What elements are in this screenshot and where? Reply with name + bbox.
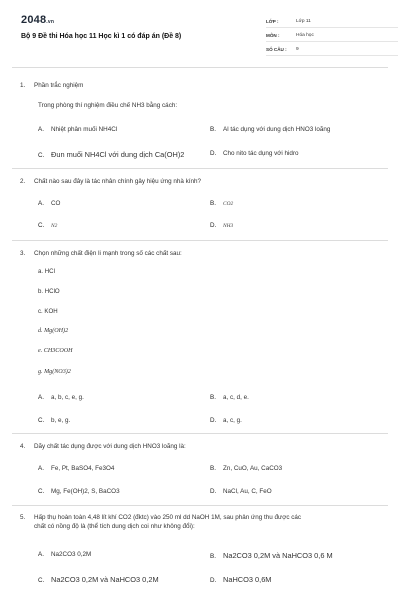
meta-row-count: SỐ CÂU : 9 (266, 42, 398, 56)
question-5: 5. Hấp thụ hoàn toàn 4,48 lít khí CO2 (đktc) vào 250 ml dd NaOH 1M, sau phản ứng thu được các chất có nồng độ là (thể tích dung dịch coi như không đổi): (20, 514, 380, 531)
q2-option-b[interactable]: B. CO2 (210, 200, 234, 207)
divider (12, 433, 388, 434)
question-text: Dãy chất tác dụng được với dung dịch HNO3 loãng là: (34, 443, 186, 450)
question-1 (20, 82, 380, 91)
q5-option-c[interactable]: C. Na2CO3 0,2M và NaHCO3 0,2M (38, 575, 159, 584)
q4-option-d[interactable]: D. NaCl, Au, C, FeO (210, 488, 272, 495)
q5-option-d[interactable]: D. NaHCO3 0,6M (210, 575, 272, 584)
divider (12, 505, 388, 506)
q4-option-b[interactable]: B. Zn, CuO, Au, CaCO3 (210, 465, 283, 472)
question-number: 1. (20, 82, 26, 89)
question-heading: Phần trắc nghiệm (34, 82, 84, 89)
q5-option-b[interactable]: B. Na2CO3 0,2M và NaHCO3 0,6 M (210, 551, 333, 560)
q3-item: e. CH3COOH (38, 348, 73, 354)
q3-option-a[interactable]: A. a, b, c, e, g. (38, 394, 84, 401)
q2-option-c[interactable]: C. N2 (38, 222, 58, 229)
q3-option-c[interactable]: C. b, e, g. (38, 417, 71, 424)
q3-item: g. Mg(NO3)2 (38, 369, 71, 375)
divider (12, 168, 388, 169)
q3-item: a. HCl (38, 268, 55, 275)
q1-option-d[interactable]: D. Cho nito tác dụng với hidro (210, 150, 299, 157)
question-4: 4. Dãy chất tác dụng được với dung dịch HNO3 loãng là: (20, 443, 380, 452)
question-text: Chất nào sau đây là tác nhân chính gây hiệu ứng nhà kính? (34, 178, 202, 185)
question-text: Chọn những chất điện li mạnh trong số các chất sau: (34, 250, 182, 257)
q3-option-d[interactable]: D. a, c, g. (210, 417, 242, 424)
q1-option-a[interactable]: A. Nhiệt phân muối NH4Cl (38, 126, 118, 133)
document-title: Bộ 9 Đề thi Hóa học 11 Học kì 1 có đáp án (Đề 8) (21, 33, 182, 40)
question-2: 2. Chất nào sau đây là tác nhân chính gây hiệu ứng nhà kính? (20, 178, 380, 187)
divider (12, 67, 388, 68)
divider (12, 240, 388, 241)
site-logo[interactable]: 2048.vn (21, 14, 55, 26)
q3-item: c. KOH (38, 308, 58, 315)
q3-option-b[interactable]: B. a, c, d, e. (210, 394, 249, 401)
question-1-prompt: Trong phòng thí nghiệm điều chế NH3 bằng cách: (38, 102, 178, 109)
q4-option-c[interactable]: C. Mg, Fe(OH)2, S, BaCO3 (38, 488, 120, 495)
q1-option-c[interactable]: C. Đun muối NH4Cl với dung dịch Ca(OH)2 (38, 150, 185, 159)
q4-option-a[interactable]: A. Fe, Pt, BaSO4, Fe3O4 (38, 465, 115, 472)
question-text: Hấp thụ hoàn toàn 4,48 lít khí CO2 (đktc) vào 250 ml dd NaOH 1M, sau phản ứng thu được các (34, 514, 302, 521)
q1-option-b[interactable]: B. Al tác dụng với dung dịch HNO3 loãng (210, 126, 331, 133)
question-3: 3. Chọn những chất điện li mạnh trong số các chất sau: (20, 250, 380, 259)
meta-row-class: LỚP : Lớp 11 (266, 14, 398, 28)
q3-item: d. Mg(OH)2 (38, 328, 69, 334)
meta-row-subject: MÔN : Hóa học (266, 28, 398, 42)
q2-option-a[interactable]: A. CO (38, 200, 61, 207)
question-text: chất có nồng độ là (thể tích dung dịch coi như không đổi): (34, 522, 195, 530)
document-meta (266, 14, 398, 56)
q3-item: b. HClO (38, 288, 60, 295)
q2-option-d[interactable]: D. NH3 (210, 222, 234, 229)
document-header (12, 0, 388, 56)
q5-option-a[interactable]: A. Na2CO3 0,2M (38, 551, 92, 558)
